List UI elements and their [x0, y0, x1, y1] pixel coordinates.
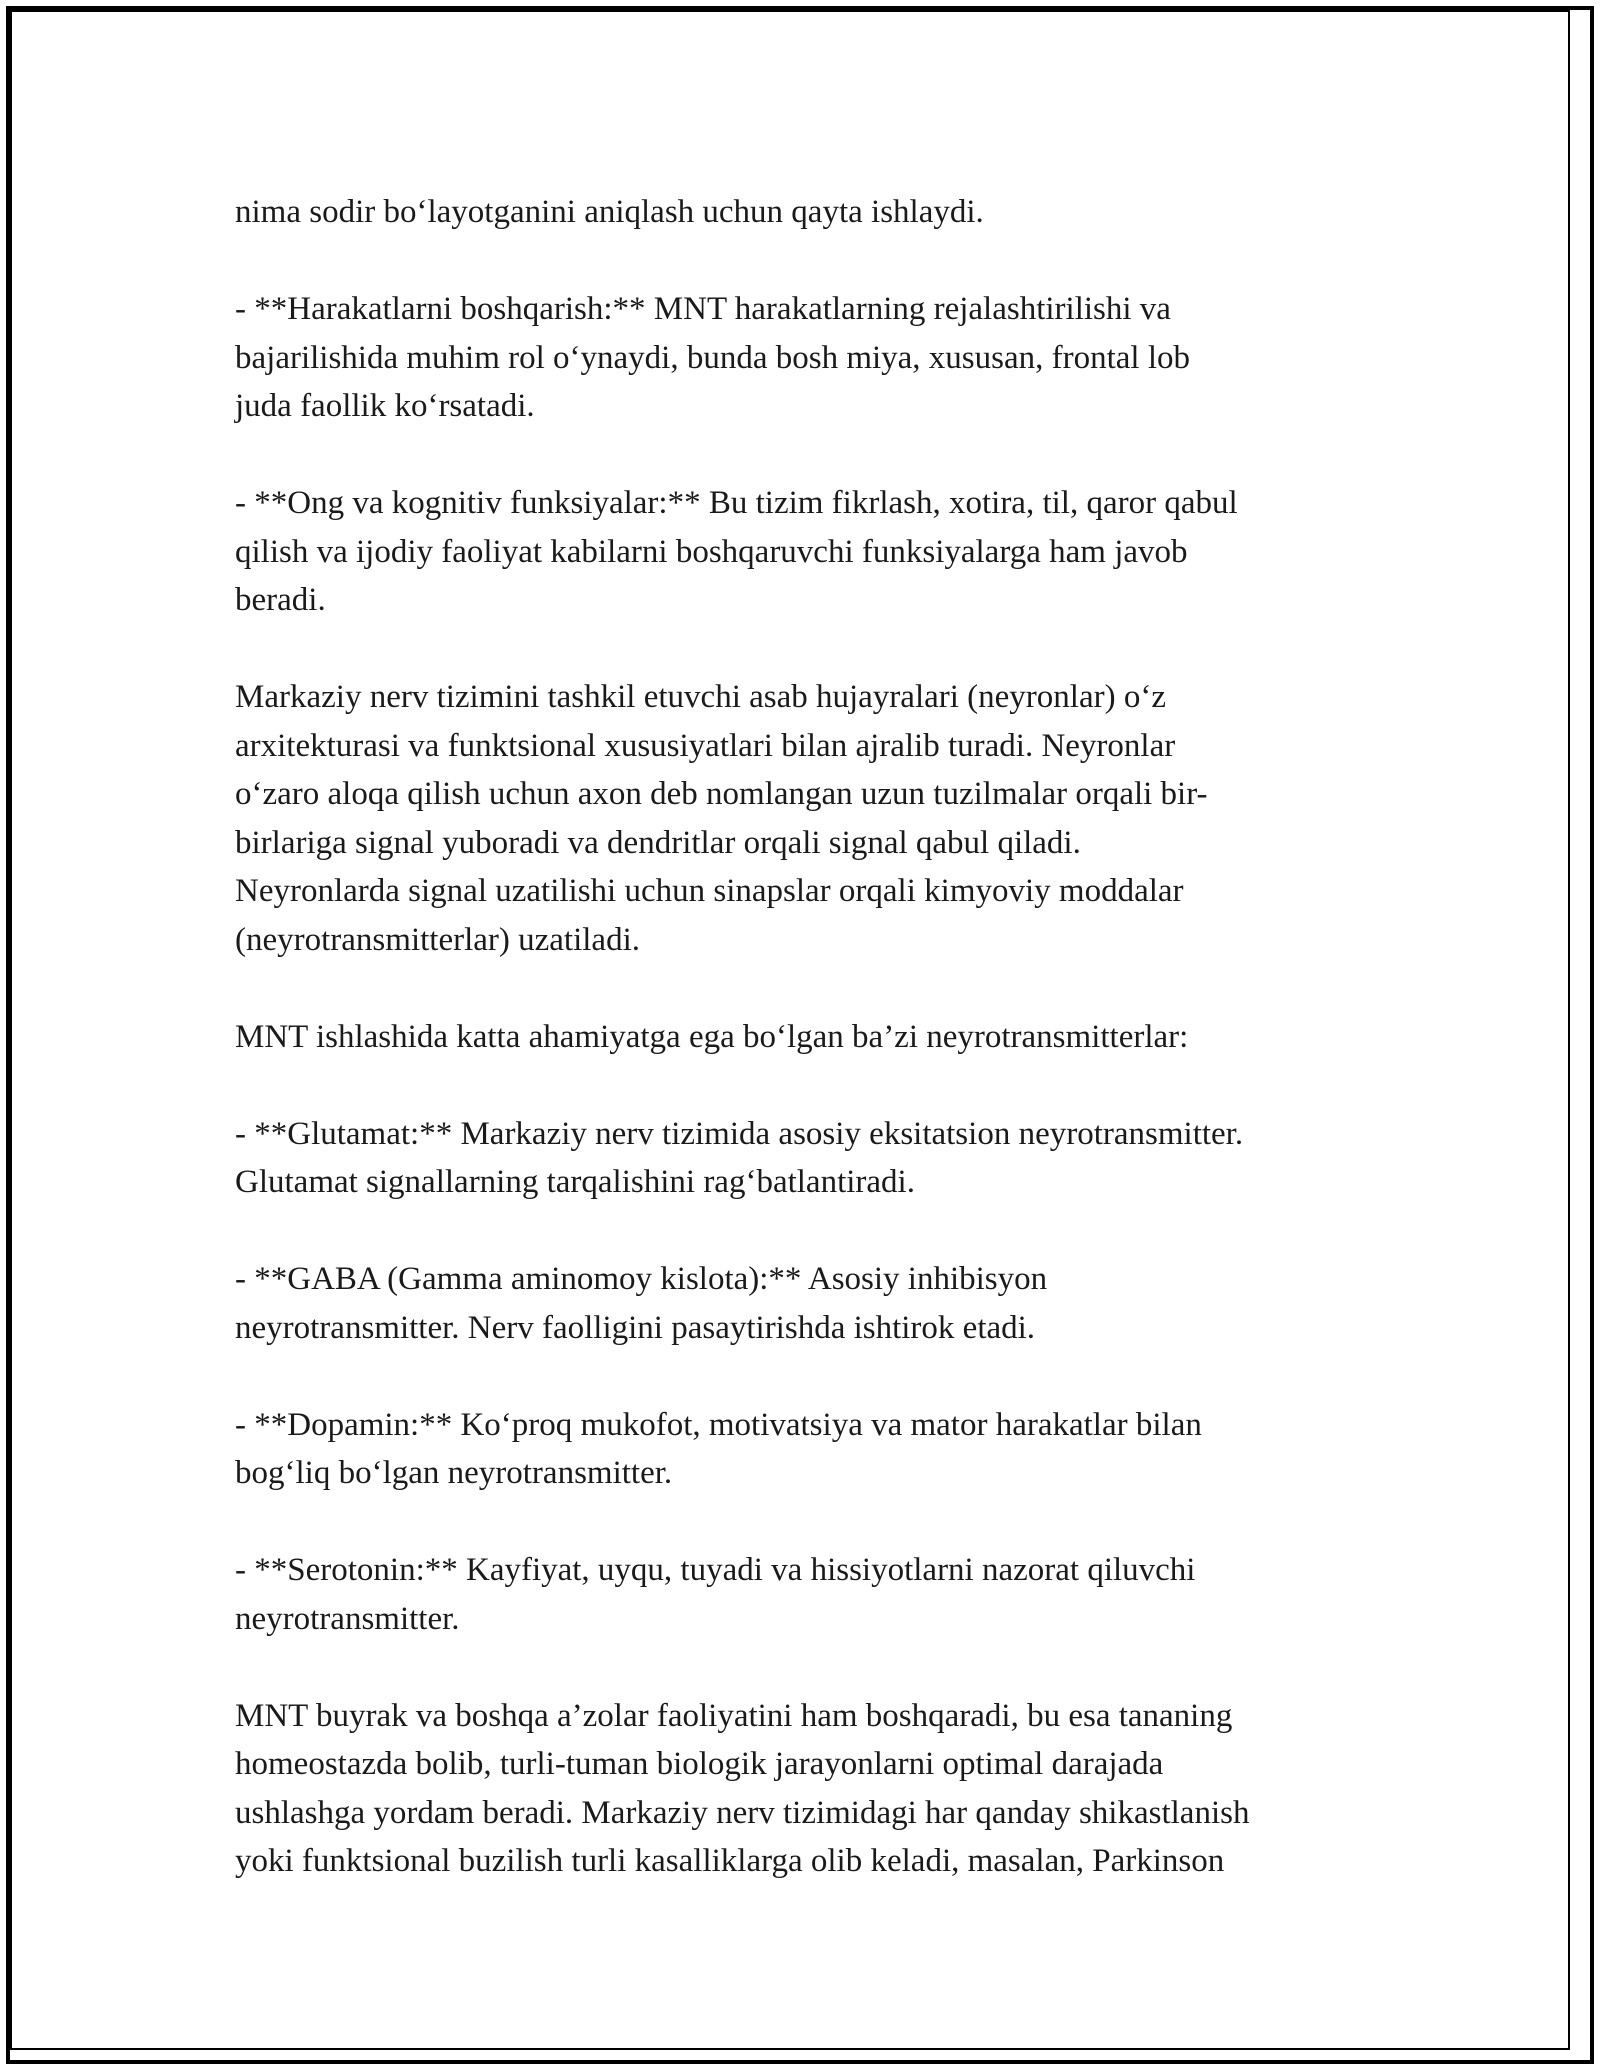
text-line: beradi. [235, 582, 326, 618]
text-line: (neyrotransmitterlar) uzatiladi. [235, 921, 640, 958]
text-line: birlariga signal yuboradi va dendritlar orqali signal qabul qiladi. [235, 824, 1081, 861]
text-line: qilish va ijodiy faoliyat kabilarni boshqaruvchi funksiyalarga ham javob [235, 533, 1188, 570]
paragraph [235, 673, 1385, 964]
text-line: arxitekturasi va funktsional xususiyatlari bilan ajralib turadi. Neyronlar [235, 727, 1176, 764]
paragraph [235, 285, 1385, 431]
text-line: juda faollik ko‘rsatadi. [235, 388, 535, 424]
text-line: - **Glutamat:** Markaziy nerv tizimida asosiy eksitatsion neyrotransmitter. [235, 1115, 1244, 1152]
text-line: - **Dopamin:** Ko‘proq mukofot, motivatsiya va mator harakatlar bilan [235, 1406, 1202, 1443]
text-line: yoki funktsional buzilish turli kasalliklarga olib keladi, masalan, Parkinson [235, 1843, 1225, 1879]
text-line: MNT ishlashida katta ahamiyatga ega bo‘lgan ba’zi neyrotransmitterlar: [235, 1018, 1189, 1055]
text-line: bog‘liq bo‘lgan neyrotransmitter. [235, 1455, 673, 1491]
paragraph [235, 1546, 1385, 1643]
text-line: Markaziy nerv tizimini tashkil etuvchi asab hujayralari (neyronlar) o‘z [235, 679, 1166, 715]
paragraph [235, 1692, 1385, 1886]
text-line: bajarilishida muhim rol o‘ynaydi, bunda bosh miya, xususan, frontal lob [235, 339, 1191, 376]
text-line: - **GABA (Gamma aminomoy kislota):** Asosiy inhibisyon [235, 1261, 1048, 1297]
text-line: - **Harakatlarni boshqarish:** MNT harakatlarning rejalashtirilishi va [235, 291, 1171, 327]
paragraph [235, 188, 1385, 237]
paragraph [235, 1255, 1385, 1352]
text-line: neyrotransmitter. [235, 1600, 460, 1637]
text-line: nima sodir bo‘layotganini aniqlash uchun qayta ishlaydi. [235, 194, 984, 230]
text-line: MNT buyrak va boshqa a’zolar faoliyatini ham boshqaradi, bu esa tananing [235, 1697, 1233, 1734]
paragraph [235, 479, 1385, 625]
paragraph [235, 1401, 1385, 1498]
text-line: - **Serotonin:** Kayfiyat, uyqu, tuyadi va hissiyotlarni nazorat qiluvchi [235, 1552, 1196, 1588]
paragraph [235, 1013, 1385, 1062]
text-line: homeostazda bolib, turli-tuman biologik jarayonlarni optimal darajada [235, 1746, 1164, 1782]
text-line: neyrotransmitter. Nerv faolligini pasaytirishda ishtirok etadi. [235, 1309, 1036, 1346]
text-line: Neyronlarda signal uzatilishi uchun sinapslar orqali kimyoviy moddalar [235, 873, 1184, 909]
document-body [235, 188, 1385, 1934]
text-line: Glutamat signallarning tarqalishini rag‘batlantiradi. [235, 1164, 915, 1200]
text-line: ushlashga yordam beradi. Markaziy nerv tizimidagi har qanday shikastlanish [235, 1794, 1250, 1831]
paragraph [235, 1110, 1385, 1207]
text-line: o‘zaro aloqa qilish uchun axon deb nomlangan uzun tuzilmalar orqali bir- [235, 776, 1208, 812]
text-line: - **Ong va kognitiv funksiyalar:** Bu tizim fikrlash, xotira, til, qaror qabul [235, 485, 1238, 521]
